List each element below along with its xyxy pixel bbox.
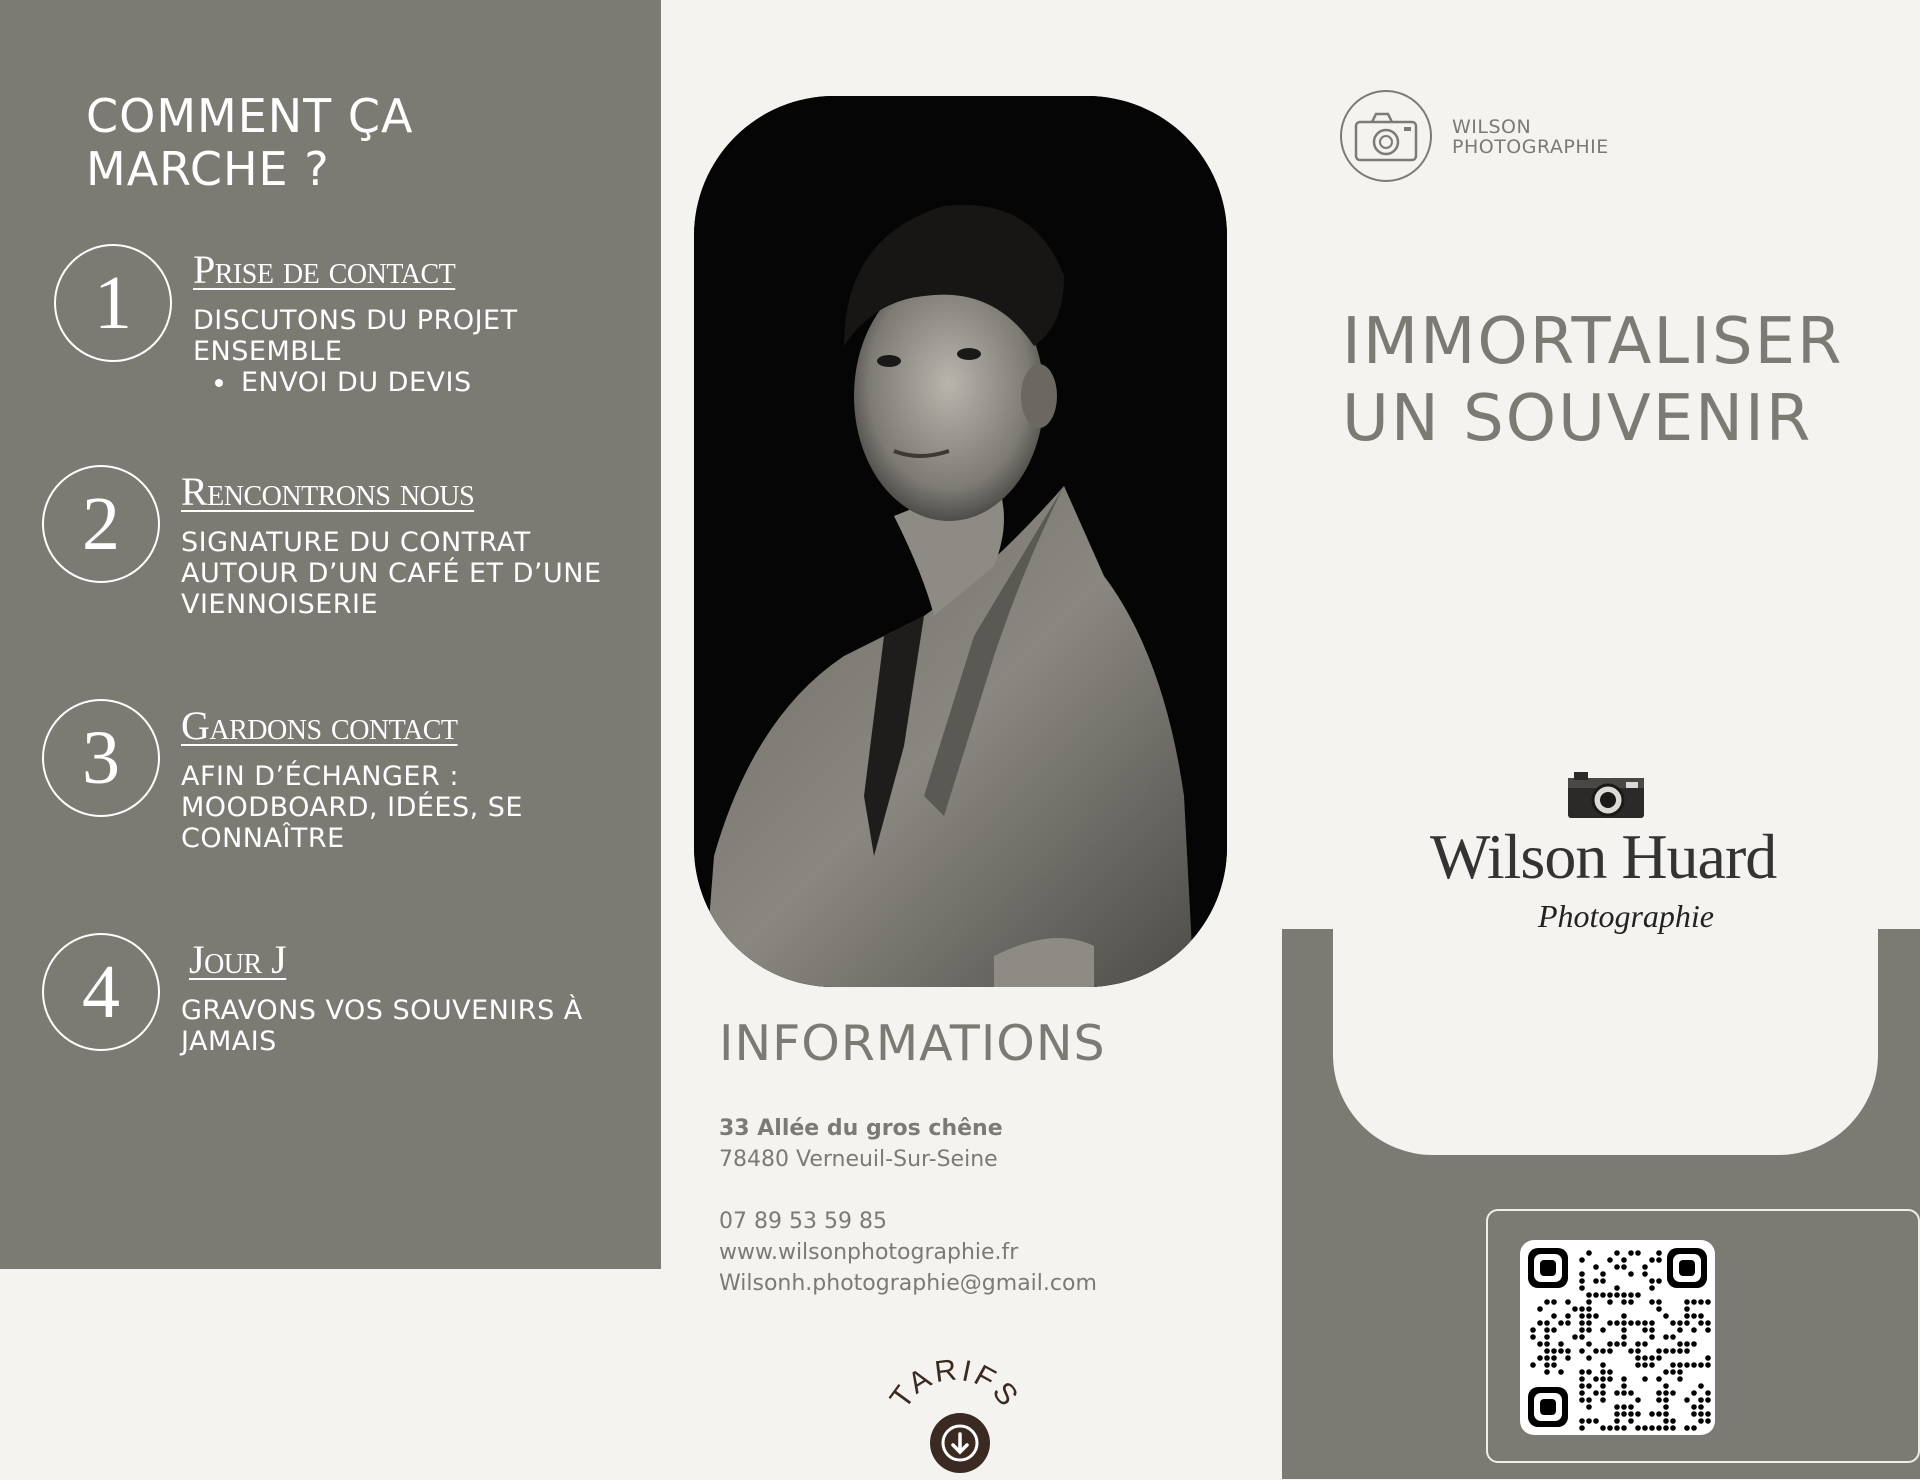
how-it-works-title: COMMENT ÇA MARCHE ?	[86, 89, 414, 196]
step-4-heading: Jour J	[189, 937, 287, 982]
informations-title: INFORMATIONS	[719, 1015, 1106, 1072]
step-3-heading: Gardons contact	[181, 703, 458, 748]
hero-line2: UN SOUVENIR	[1342, 382, 1813, 456]
step-4-text: GRAVONS VOS SOUVENIRS À JAMAIS	[181, 995, 583, 1057]
vintage-camera-icon	[1566, 770, 1646, 820]
brand-line1: WILSON	[1452, 116, 1532, 138]
brand-line2: PHOTOGRAPHIE	[1452, 136, 1609, 158]
qr-code-image	[1520, 1240, 1715, 1435]
portrait-illustration	[694, 96, 1227, 987]
phone-number[interactable]: 07 89 53 59 85	[719, 1209, 887, 1234]
step-2-heading: Rencontrons nous	[181, 469, 475, 514]
tarifs-button[interactable]	[880, 1355, 1030, 1475]
tarifs-label: TARIFS	[883, 1355, 1026, 1415]
logo-tab	[1333, 929, 1878, 1155]
address-line2: 78480 Verneuil-Sur-Seine	[719, 1147, 998, 1172]
hero-line1: IMMORTALISER	[1342, 305, 1844, 379]
logo-subtitle: Photographie	[1538, 898, 1714, 934]
step-4-number: 4	[42, 933, 160, 1051]
email-link[interactable]: Wilsonh.photographie@gmail.com	[719, 1271, 1097, 1296]
step-2-number: 2	[42, 465, 160, 583]
step-2-text: SIGNATURE DU CONTRAT AUTOUR D’UN CAFÉ ET D’UNE VIENNOISERIE	[181, 527, 602, 620]
arrow-down-circle-icon	[930, 1413, 990, 1473]
qr-code[interactable]	[1520, 1240, 1715, 1435]
logo-name: Wilson Huard	[1430, 821, 1777, 892]
address-line1: 33 Allée du gros chêne	[719, 1116, 1003, 1141]
step-1-number: 1	[54, 244, 172, 362]
step-3-number: 3	[42, 699, 160, 817]
tarifs-graphic	[880, 1355, 1030, 1475]
step-1-text: DISCUTONS DU PROJET ENSEMBLE ENVOI DU DEVIS	[193, 305, 613, 398]
step-3-text: AFIN D’ÉCHANGER : MOODBOARD, IDÉES, SE CONNAÎTRE	[181, 761, 523, 854]
portrait-photo	[694, 96, 1227, 987]
step-1-heading: Prise de contact	[193, 247, 456, 292]
step-1-bullet: ENVOI DU DEVIS	[215, 367, 613, 398]
website-link[interactable]: www.wilsonphotographie.fr	[719, 1240, 1019, 1265]
camera-icon	[1340, 90, 1432, 182]
